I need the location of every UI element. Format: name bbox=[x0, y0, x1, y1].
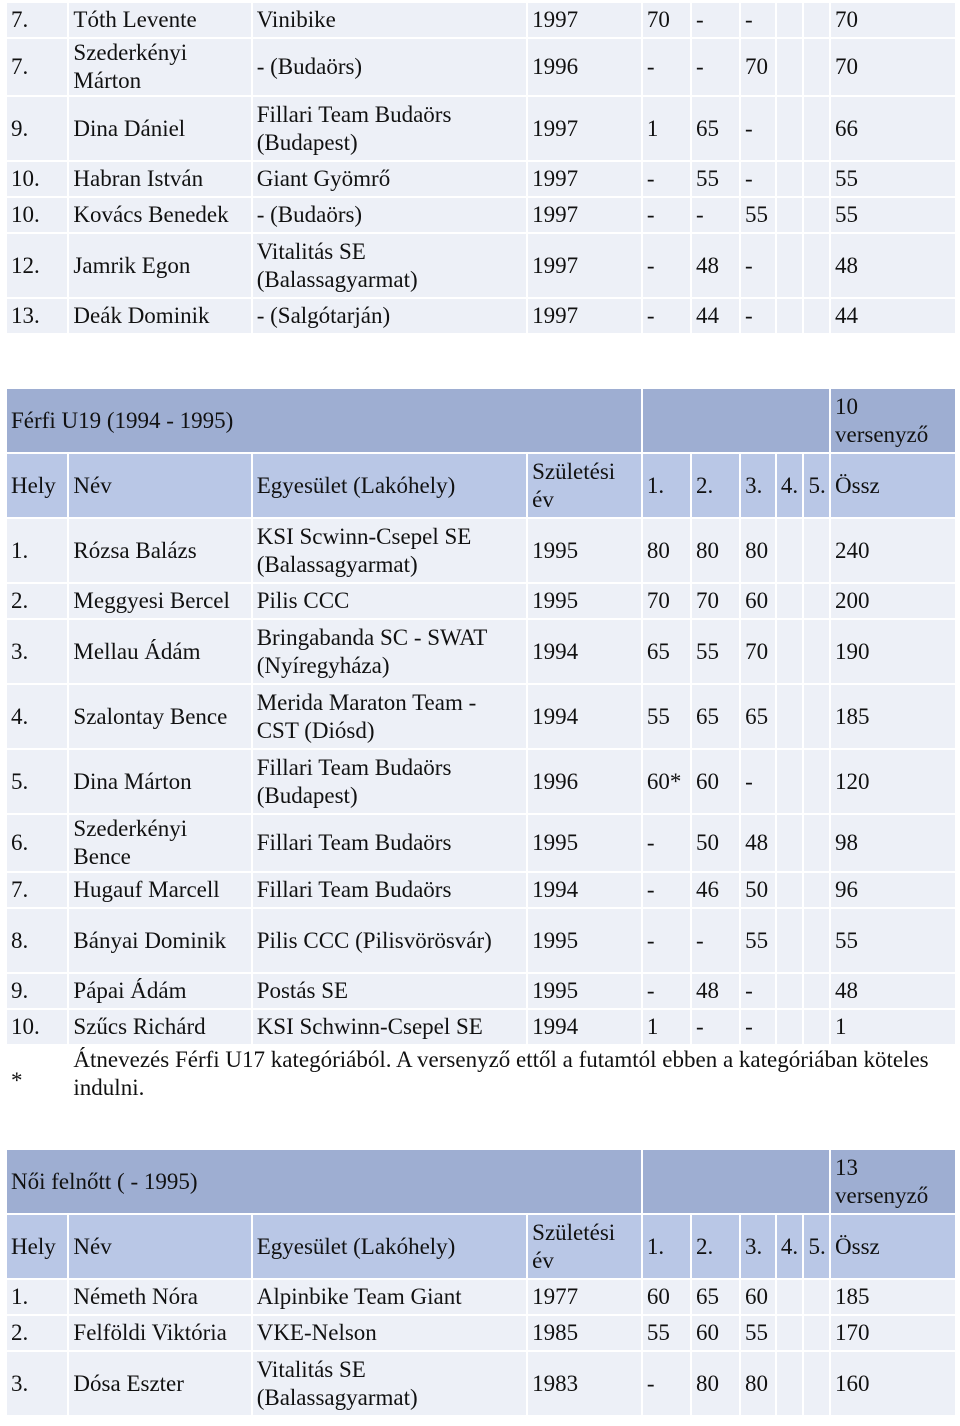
cell-hely: 13. bbox=[7, 299, 67, 333]
cell-nev: Dósa Eszter bbox=[69, 1352, 250, 1415]
table-row bbox=[7, 3, 955, 37]
cell-hely: 3. bbox=[7, 1352, 67, 1415]
cell-race-5 bbox=[804, 1352, 829, 1415]
col-header-race-4: 4. bbox=[777, 1215, 803, 1278]
cell-race-1: - bbox=[643, 909, 690, 972]
cell-egyesulet: Vitalitás SE (Balassagyarmat) bbox=[253, 234, 526, 297]
cell-nev: Bányai Dominik bbox=[69, 909, 250, 972]
cell-szuletesi-ev: 1995 bbox=[528, 584, 641, 618]
cell-hely: 1. bbox=[7, 519, 67, 582]
cell-hely: 12. bbox=[7, 234, 67, 297]
cell-szuletesi-ev: 1995 bbox=[528, 974, 641, 1008]
cell-ossz: 66 bbox=[831, 97, 955, 160]
cell-race-1: - bbox=[643, 1352, 690, 1415]
cell-hely: 10. bbox=[7, 198, 67, 232]
cell-race-5 bbox=[804, 39, 829, 95]
cell-race-2: - bbox=[692, 198, 739, 232]
cell-egyesulet: Bringabanda SC - SWAT (Nyíregyháza) bbox=[253, 620, 526, 683]
cell-szuletesi-ev: 1997 bbox=[528, 198, 641, 232]
cell-race-3: 55 bbox=[741, 1316, 775, 1350]
cell-nev: Deák Dominik bbox=[69, 299, 250, 333]
cell-race-2: - bbox=[692, 3, 739, 37]
cell-szuletesi-ev: 1983 bbox=[528, 1352, 641, 1415]
col-header-race-3: 3. bbox=[741, 1215, 775, 1278]
footnote-mark: * bbox=[7, 1046, 67, 1116]
cell-race-1: 65 bbox=[643, 620, 690, 683]
cell-race-1: - bbox=[643, 198, 690, 232]
category-title: Férfi U19 (1994 - 1995) bbox=[7, 389, 641, 452]
cell-race-4 bbox=[777, 1280, 803, 1314]
table-row bbox=[7, 1316, 955, 1350]
cell-ossz: 55 bbox=[831, 162, 955, 196]
cell-race-2: 80 bbox=[692, 519, 739, 582]
cell-egyesulet: Fillari Team Budaörs (Budapest) bbox=[253, 750, 526, 813]
cell-nev: Szűcs Richárd bbox=[69, 1010, 250, 1044]
cell-szuletesi-ev: 1994 bbox=[528, 873, 641, 907]
column-header-row bbox=[7, 454, 955, 517]
cell-nev: Jamrik Egon bbox=[69, 234, 250, 297]
cell-race-1: - bbox=[643, 815, 690, 871]
table-row bbox=[7, 97, 955, 160]
cell-nev: Mellau Ádám bbox=[69, 620, 250, 683]
cell-hely: 1. bbox=[7, 1280, 67, 1314]
col-header-race-2: 2. bbox=[692, 454, 739, 517]
cell-ossz: 96 bbox=[831, 873, 955, 907]
cell-nev: Németh Nóra bbox=[69, 1280, 250, 1314]
cell-race-2: 46 bbox=[692, 873, 739, 907]
cell-race-3: 80 bbox=[741, 1352, 775, 1415]
cell-egyesulet: VKE-Nelson bbox=[253, 1316, 526, 1350]
cell-szuletesi-ev: 1996 bbox=[528, 39, 641, 95]
cell-ossz: 185 bbox=[831, 1280, 955, 1314]
cell-szuletesi-ev: 1985 bbox=[528, 1316, 641, 1350]
cell-ossz: 1 bbox=[831, 1010, 955, 1044]
cell-szuletesi-ev: 1977 bbox=[528, 1280, 641, 1314]
cell-hely: 2. bbox=[7, 1316, 67, 1350]
cell-nev: Dina Márton bbox=[69, 750, 250, 813]
cell-race-2: 44 bbox=[692, 299, 739, 333]
cell-race-2: 48 bbox=[692, 974, 739, 1008]
cell-race-4 bbox=[777, 974, 803, 1008]
cell-race-4 bbox=[777, 234, 803, 297]
cell-race-2: 65 bbox=[692, 1280, 739, 1314]
col-header-race-4: 4. bbox=[777, 454, 803, 517]
table-row bbox=[7, 685, 955, 748]
cell-ossz: 48 bbox=[831, 974, 955, 1008]
cell-race-2: - bbox=[692, 39, 739, 95]
table-row bbox=[7, 620, 955, 683]
cell-race-3: 48 bbox=[741, 815, 775, 871]
cell-ossz: 190 bbox=[831, 620, 955, 683]
col-header-egyesulet: Egyesület (Lakóhely) bbox=[253, 454, 526, 517]
table-row bbox=[7, 162, 955, 196]
cell-egyesulet: Merida Maraton Team - CST (Diósd) bbox=[253, 685, 526, 748]
col-header-szuletesi-ev: Születési év bbox=[528, 454, 641, 517]
cell-race-3: - bbox=[741, 162, 775, 196]
col-header-nev: Név bbox=[69, 454, 250, 517]
cell-race-4 bbox=[777, 1010, 803, 1044]
cell-ossz: 44 bbox=[831, 299, 955, 333]
cell-egyesulet: - (Budaörs) bbox=[253, 39, 526, 95]
cell-szuletesi-ev: 1997 bbox=[528, 234, 641, 297]
table-row bbox=[7, 1280, 955, 1314]
category-title-row bbox=[7, 389, 955, 452]
cell-race-1: - bbox=[643, 162, 690, 196]
cell-szuletesi-ev: 1997 bbox=[528, 3, 641, 37]
cell-race-2: 48 bbox=[692, 234, 739, 297]
cell-egyesulet: KSI Scwinn-Csepel SE (Balassagyarmat) bbox=[253, 519, 526, 582]
cell-race-4 bbox=[777, 3, 803, 37]
cell-race-2: 60 bbox=[692, 1316, 739, 1350]
column-header-row bbox=[7, 1215, 955, 1278]
cell-szuletesi-ev: 1995 bbox=[528, 815, 641, 871]
cell-race-5 bbox=[804, 1010, 829, 1044]
cell-egyesulet: - (Budaörs) bbox=[253, 198, 526, 232]
cell-hely: 9. bbox=[7, 97, 67, 160]
cell-race-3: - bbox=[741, 234, 775, 297]
cell-race-5 bbox=[804, 519, 829, 582]
cell-egyesulet: Vitalitás SE (Balassagyarmat) bbox=[253, 1352, 526, 1415]
table-row bbox=[7, 519, 955, 582]
col-header-hely: Hely bbox=[7, 454, 67, 517]
table-row bbox=[7, 299, 955, 333]
cell-race-4 bbox=[777, 1316, 803, 1350]
cell-race-1: 55 bbox=[643, 1316, 690, 1350]
cell-race-1: - bbox=[643, 299, 690, 333]
cell-hely: 7. bbox=[7, 39, 67, 95]
cell-race-5 bbox=[804, 97, 829, 160]
cell-nev: Meggyesi Bercel bbox=[69, 584, 250, 618]
cell-race-5 bbox=[804, 974, 829, 1008]
cell-szuletesi-ev: 1997 bbox=[528, 299, 641, 333]
previous-category-results-table bbox=[5, 1, 957, 335]
cell-race-5 bbox=[804, 162, 829, 196]
cell-race-1: 1 bbox=[643, 1010, 690, 1044]
cell-ossz: 170 bbox=[831, 1316, 955, 1350]
col-header-race-5: 5. bbox=[804, 454, 829, 517]
footnote-row bbox=[7, 1046, 955, 1116]
cell-szuletesi-ev: 1996 bbox=[528, 750, 641, 813]
cell-race-1: 60 bbox=[643, 1280, 690, 1314]
col-header-szuletesi-ev: Születési év bbox=[528, 1215, 641, 1278]
cell-race-5 bbox=[804, 750, 829, 813]
cell-race-5 bbox=[804, 3, 829, 37]
cell-race-4 bbox=[777, 299, 803, 333]
cell-egyesulet: Fillari Team Budaörs bbox=[253, 873, 526, 907]
cell-race-2: 55 bbox=[692, 162, 739, 196]
cell-egyesulet: Vinibike bbox=[253, 3, 526, 37]
category-title-spacer bbox=[643, 389, 829, 452]
footnote-text: Átnevezés Férfi U17 kategóriából. A versenyző ettől a futamtól ebben a kategóriában köteles indulni. bbox=[69, 1046, 955, 1116]
table-row bbox=[7, 873, 955, 907]
cell-race-3: - bbox=[741, 750, 775, 813]
cell-hely: 3. bbox=[7, 620, 67, 683]
cell-hely: 7. bbox=[7, 873, 67, 907]
table-row bbox=[7, 234, 955, 297]
cell-ossz: 55 bbox=[831, 909, 955, 972]
previous-category-rows bbox=[7, 3, 955, 333]
cell-race-4 bbox=[777, 198, 803, 232]
cell-hely: 5. bbox=[7, 750, 67, 813]
cell-race-1: - bbox=[643, 873, 690, 907]
cell-szuletesi-ev: 1995 bbox=[528, 519, 641, 582]
cell-race-3: 70 bbox=[741, 39, 775, 95]
cell-egyesulet: Giant Gyömrő bbox=[253, 162, 526, 196]
cell-race-3: 60 bbox=[741, 584, 775, 618]
table-row bbox=[7, 584, 955, 618]
noi-result-rows bbox=[7, 1280, 955, 1415]
ferfi-u19-results-table bbox=[5, 387, 957, 1118]
col-header-race-1: 1. bbox=[643, 454, 690, 517]
cell-race-3: - bbox=[741, 97, 775, 160]
cell-nev: Tóth Levente bbox=[69, 3, 250, 37]
cell-race-1: - bbox=[643, 39, 690, 95]
cell-nev: Rózsa Balázs bbox=[69, 519, 250, 582]
cell-race-4 bbox=[777, 620, 803, 683]
cell-race-2: 55 bbox=[692, 620, 739, 683]
cell-egyesulet: - (Salgótarján) bbox=[253, 299, 526, 333]
cell-race-2: 65 bbox=[692, 685, 739, 748]
cell-egyesulet: Postás SE bbox=[253, 974, 526, 1008]
col-header-nev: Név bbox=[69, 1215, 250, 1278]
cell-szuletesi-ev: 1994 bbox=[528, 620, 641, 683]
cell-nev: Szederkényi Bence bbox=[69, 815, 250, 871]
table-row bbox=[7, 815, 955, 871]
cell-nev: Felföldi Viktória bbox=[69, 1316, 250, 1350]
cell-race-2: 70 bbox=[692, 584, 739, 618]
cell-race-1: - bbox=[643, 974, 690, 1008]
cell-race-2: - bbox=[692, 1010, 739, 1044]
cell-egyesulet: Pilis CCC (Pilisvörösvár) bbox=[253, 909, 526, 972]
cell-nev: Szalontay Bence bbox=[69, 685, 250, 748]
cell-nev: Pápai Ádám bbox=[69, 974, 250, 1008]
cell-ossz: 240 bbox=[831, 519, 955, 582]
cell-ossz: 70 bbox=[831, 3, 955, 37]
col-header-race-2: 2. bbox=[692, 1215, 739, 1278]
cell-race-1: 60* bbox=[643, 750, 690, 813]
category-title: Női felnőtt ( - 1995) bbox=[7, 1150, 641, 1213]
cell-race-5 bbox=[804, 909, 829, 972]
cell-race-3: 65 bbox=[741, 685, 775, 748]
u19-result-rows bbox=[7, 519, 955, 1044]
cell-ossz: 200 bbox=[831, 584, 955, 618]
cell-ossz: 70 bbox=[831, 39, 955, 95]
cell-race-5 bbox=[804, 815, 829, 871]
table-row bbox=[7, 974, 955, 1008]
category-title-spacer bbox=[643, 1150, 829, 1213]
cell-race-2: 80 bbox=[692, 1352, 739, 1415]
col-header-race-3: 3. bbox=[741, 454, 775, 517]
table-row bbox=[7, 909, 955, 972]
cell-ossz: 48 bbox=[831, 234, 955, 297]
table-row bbox=[7, 1010, 955, 1044]
cell-race-5 bbox=[804, 198, 829, 232]
cell-nev: Habran István bbox=[69, 162, 250, 196]
cell-race-3: - bbox=[741, 1010, 775, 1044]
table-row bbox=[7, 750, 955, 813]
cell-race-5 bbox=[804, 685, 829, 748]
cell-race-5 bbox=[804, 584, 829, 618]
cell-race-3: 50 bbox=[741, 873, 775, 907]
cell-race-1: - bbox=[643, 234, 690, 297]
cell-race-3: 60 bbox=[741, 1280, 775, 1314]
cell-ossz: 185 bbox=[831, 685, 955, 748]
cell-nev: Szederkényi Márton bbox=[69, 39, 250, 95]
cell-race-1: 70 bbox=[643, 584, 690, 618]
cell-race-1: 80 bbox=[643, 519, 690, 582]
col-header-ossz: Össz bbox=[831, 454, 955, 517]
cell-szuletesi-ev: 1994 bbox=[528, 685, 641, 748]
cell-szuletesi-ev: 1995 bbox=[528, 909, 641, 972]
cell-nev: Hugauf Marcell bbox=[69, 873, 250, 907]
cell-egyesulet: Fillari Team Budaörs bbox=[253, 815, 526, 871]
cell-race-3: 80 bbox=[741, 519, 775, 582]
col-header-hely: Hely bbox=[7, 1215, 67, 1278]
category-title-row bbox=[7, 1150, 955, 1213]
cell-hely: 2. bbox=[7, 584, 67, 618]
cell-ossz: 160 bbox=[831, 1352, 955, 1415]
cell-ossz: 98 bbox=[831, 815, 955, 871]
cell-race-4 bbox=[777, 815, 803, 871]
cell-race-3: - bbox=[741, 3, 775, 37]
cell-race-5 bbox=[804, 1316, 829, 1350]
cell-szuletesi-ev: 1997 bbox=[528, 162, 641, 196]
table-row bbox=[7, 39, 955, 95]
cell-race-3: 55 bbox=[741, 198, 775, 232]
cell-hely: 7. bbox=[7, 3, 67, 37]
cell-race-2: - bbox=[692, 909, 739, 972]
cell-race-4 bbox=[777, 873, 803, 907]
cell-szuletesi-ev: 1997 bbox=[528, 97, 641, 160]
cell-ossz: 55 bbox=[831, 198, 955, 232]
cell-race-2: 65 bbox=[692, 97, 739, 160]
cell-hely: 10. bbox=[7, 1010, 67, 1044]
cell-race-5 bbox=[804, 234, 829, 297]
cell-hely: 9. bbox=[7, 974, 67, 1008]
cell-race-1: 55 bbox=[643, 685, 690, 748]
cell-egyesulet: Fillari Team Budaörs (Budapest) bbox=[253, 97, 526, 160]
cell-race-4 bbox=[777, 685, 803, 748]
cell-race-5 bbox=[804, 620, 829, 683]
cell-szuletesi-ev: 1994 bbox=[528, 1010, 641, 1044]
cell-nev: Dina Dániel bbox=[69, 97, 250, 160]
cell-hely: 10. bbox=[7, 162, 67, 196]
col-header-race-5: 5. bbox=[804, 1215, 829, 1278]
cell-race-4 bbox=[777, 519, 803, 582]
competitor-count: 10 versenyző bbox=[831, 389, 955, 452]
cell-race-4 bbox=[777, 909, 803, 972]
cell-race-4 bbox=[777, 1352, 803, 1415]
table-row bbox=[7, 198, 955, 232]
cell-nev: Kovács Benedek bbox=[69, 198, 250, 232]
cell-hely: 6. bbox=[7, 815, 67, 871]
cell-race-3: 70 bbox=[741, 620, 775, 683]
cell-race-1: 1 bbox=[643, 97, 690, 160]
cell-race-3: - bbox=[741, 974, 775, 1008]
cell-race-2: 60 bbox=[692, 750, 739, 813]
table-row bbox=[7, 1352, 955, 1415]
cell-ossz: 120 bbox=[831, 750, 955, 813]
cell-race-2: 50 bbox=[692, 815, 739, 871]
cell-race-5 bbox=[804, 873, 829, 907]
cell-race-4 bbox=[777, 97, 803, 160]
cell-race-4 bbox=[777, 39, 803, 95]
col-header-egyesulet: Egyesület (Lakóhely) bbox=[253, 1215, 526, 1278]
cell-race-3: 55 bbox=[741, 909, 775, 972]
cell-race-5 bbox=[804, 1280, 829, 1314]
competitor-count: 13 versenyző bbox=[831, 1150, 955, 1213]
cell-race-3: - bbox=[741, 299, 775, 333]
cell-hely: 8. bbox=[7, 909, 67, 972]
cell-race-5 bbox=[804, 299, 829, 333]
cell-egyesulet: KSI Schwinn-Csepel SE bbox=[253, 1010, 526, 1044]
cell-egyesulet: Pilis CCC bbox=[253, 584, 526, 618]
col-header-race-1: 1. bbox=[643, 1215, 690, 1278]
cell-egyesulet: Alpinbike Team Giant bbox=[253, 1280, 526, 1314]
col-header-ossz: Össz bbox=[831, 1215, 955, 1278]
cell-hely: 4. bbox=[7, 685, 67, 748]
cell-race-4 bbox=[777, 584, 803, 618]
cell-race-1: 70 bbox=[643, 3, 690, 37]
cell-race-4 bbox=[777, 750, 803, 813]
noi-felnott-results-table bbox=[5, 1148, 957, 1417]
cell-race-4 bbox=[777, 162, 803, 196]
